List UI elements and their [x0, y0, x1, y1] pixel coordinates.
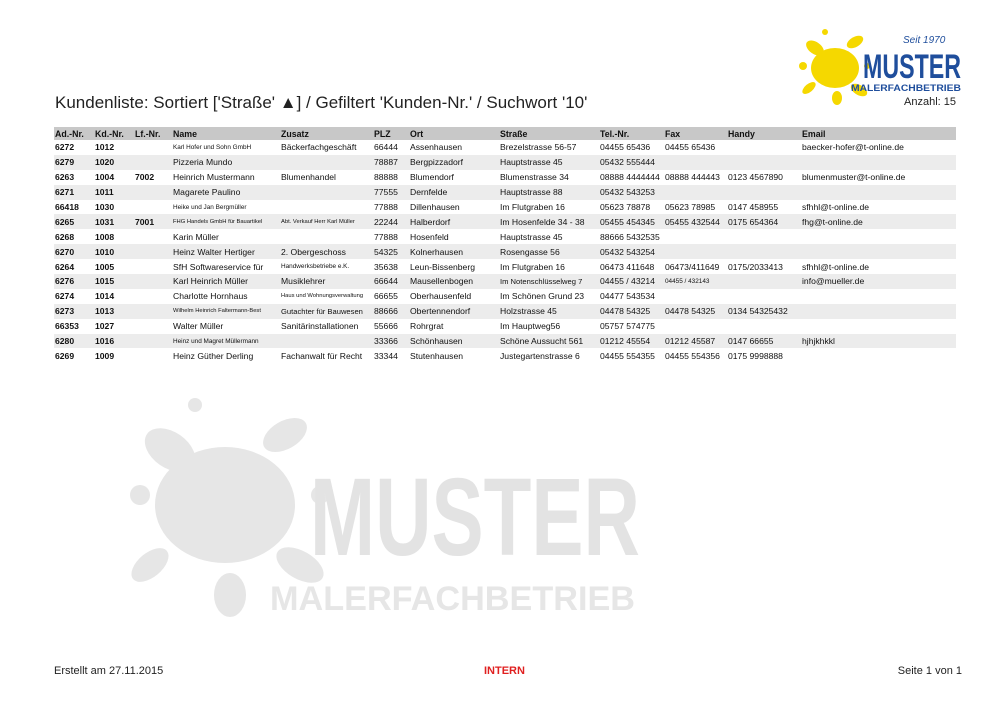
cell-ad-nr: 6264	[55, 261, 75, 272]
cell-ort: Schönhausen	[409, 334, 499, 349]
cell-email	[801, 319, 956, 334]
cell-strasse: Im Hosenfelde 34 - 38	[499, 214, 599, 229]
cell-fax	[664, 155, 727, 170]
column-header-ad-nr[interactable]: Ad.-Nr.	[54, 127, 94, 140]
cell-strasse: Hauptstrasse 45	[500, 231, 563, 242]
cell-name: Karin Müller	[173, 231, 219, 242]
cell-email: info@mueller.de	[801, 274, 956, 289]
cell-ad-nr: 6270	[54, 244, 94, 259]
cell-name: Karl Heinrich Müller	[172, 274, 280, 289]
cell-fax: 01212 45587	[664, 334, 727, 349]
table-row[interactable]	[54, 244, 956, 259]
created-date: Erstellt am 27.11.2015	[54, 665, 164, 677]
table-row[interactable]	[54, 274, 956, 289]
cell-kd-nr: 1014	[95, 291, 115, 302]
table-row[interactable]	[54, 155, 956, 170]
table-row[interactable]	[54, 334, 956, 349]
cell-plz: 33344	[374, 350, 398, 361]
cell-name: Karl Hofer und Sohn GmbH	[173, 143, 252, 151]
cell-lf-nr	[134, 348, 172, 363]
cell-ad-nr: 6272	[55, 142, 75, 153]
cell-lf-nr	[134, 185, 172, 200]
watermark-name: MUSTER	[310, 456, 640, 579]
cell-plz: 88666	[373, 304, 409, 319]
cell-handy	[727, 140, 801, 155]
cell-strasse: Holzstrasse 45	[499, 304, 599, 319]
column-header-kd-nr[interactable]: Kd.-Nr.	[94, 127, 134, 140]
cell-name: Magarete Paulino	[172, 185, 280, 200]
cell-fax	[664, 185, 727, 200]
cell-plz: 66655	[374, 291, 398, 302]
cell-email: baecker-hofer@t-online.de	[802, 142, 904, 153]
report-title: Kundenliste: Sortiert ['Straße' ▲] / Gefiltert 'Kunden-Nr.' / Suchwort '10'	[55, 93, 588, 112]
cell-tel: 01212 45554	[599, 334, 664, 349]
cell-tel: 04455 65436	[600, 142, 651, 153]
column-header-zusatz[interactable]: Zusatz	[280, 127, 373, 140]
table-row[interactable]	[54, 289, 956, 304]
cell-strasse: Blumenstrasse 34	[500, 172, 569, 183]
watermark-logo	[110, 395, 650, 635]
column-header-plz[interactable]: PLZ	[373, 127, 409, 140]
cell-fax	[664, 229, 727, 244]
customer-table	[54, 127, 956, 363]
cell-zusatz	[280, 155, 373, 170]
cell-plz: 66644	[373, 274, 409, 289]
cell-ad-nr: 6271	[54, 185, 94, 200]
cell-lf-nr	[134, 274, 172, 289]
cell-plz: 77888	[374, 202, 398, 212]
cell-ad-nr: 6269	[55, 350, 75, 361]
cell-handy	[727, 185, 801, 200]
cell-plz: 35638	[374, 261, 398, 272]
cell-fax: 04455 65436	[665, 142, 716, 153]
cell-strasse: Hauptstrasse 88	[499, 185, 599, 200]
logo-name: MUSTER	[863, 48, 961, 86]
cell-name: Heike und Jan Bergmüller	[173, 203, 247, 211]
cell-lf-nr	[134, 155, 172, 170]
logo-since: Seit 1970	[903, 35, 946, 46]
cell-zusatz: Sanitärinstallationen	[281, 321, 359, 332]
cell-kd-nr: 1004	[95, 172, 115, 183]
cell-ad-nr: 66353	[55, 321, 79, 332]
cell-handy	[727, 274, 801, 289]
cell-lf-nr	[134, 304, 172, 319]
cell-fax	[664, 319, 727, 334]
record-count: Anzahl: 15	[904, 96, 956, 108]
cell-ad-nr: 66418	[55, 202, 79, 212]
cell-email	[801, 229, 956, 244]
cell-zusatz	[280, 229, 373, 244]
column-header-name[interactable]: Name	[172, 127, 280, 140]
cell-handy: 0147 458955	[728, 202, 779, 212]
column-header-tel[interactable]: Tel.-Nr.	[599, 127, 664, 140]
cell-ort: Stutenhausen	[410, 350, 464, 361]
cell-kd-nr: 1009	[95, 350, 115, 361]
table-row[interactable]	[54, 170, 956, 185]
cell-plz: 77888	[374, 231, 398, 242]
cell-email	[801, 304, 956, 319]
cell-ort: Rohrgrat	[410, 321, 444, 332]
cell-lf-nr	[134, 140, 172, 155]
cell-fax: 05455 432544	[664, 214, 727, 229]
table-header-row	[54, 127, 956, 140]
cell-lf-nr	[134, 334, 172, 349]
cell-ort: Obertennendorf	[409, 304, 499, 319]
cell-tel: 88666 5432535	[600, 231, 660, 242]
cell-ort: Assenhausen	[410, 142, 463, 153]
cell-ort: Kolnerhausen	[409, 244, 499, 259]
cell-zusatz: Musiklehrer	[280, 274, 373, 289]
cell-name: Heinrich Mustermann	[173, 172, 255, 183]
cell-strasse: Brezelstrasse 56-57	[500, 142, 577, 153]
cell-strasse: Rosengasse 56	[499, 244, 599, 259]
cell-zusatz: Haus und Wohnungsverwaltung	[281, 293, 364, 300]
cell-handy: 0175 9998888	[728, 350, 783, 361]
cell-strasse: Justegartenstrasse 6	[500, 350, 580, 361]
cell-zusatz: Abt. Verkauf Herr Karl Müller	[280, 214, 373, 229]
cell-plz: 55666	[374, 321, 398, 332]
cell-name: FHG Handels GmbH für Bauartikel	[172, 214, 280, 229]
table-row[interactable]	[54, 348, 956, 363]
table-row[interactable]	[54, 140, 956, 155]
cell-zusatz	[280, 185, 373, 200]
cell-plz: 77555	[373, 185, 409, 200]
cell-zusatz	[280, 200, 373, 215]
cell-zusatz: Blumenhandel	[281, 172, 336, 183]
cell-zusatz: Handwerksbetriebe e.K.	[281, 263, 350, 271]
classification-label: INTERN	[484, 665, 525, 677]
cell-ad-nr: 6274	[55, 291, 75, 302]
cell-plz: 78887	[373, 155, 409, 170]
cell-tel: 06473 411648	[600, 261, 655, 272]
cell-ort: Blumendorf	[410, 172, 454, 183]
cell-ort: Halberdorf	[409, 214, 499, 229]
cell-ad-nr: 6280	[54, 334, 94, 349]
cell-ort: Oberhausenfeld	[410, 291, 472, 302]
cell-name: Pizzeria Mundo	[172, 155, 280, 170]
column-header-email[interactable]: Email	[801, 127, 956, 140]
cell-email	[801, 155, 956, 170]
cell-strasse: Im Flutgraben 16	[500, 261, 565, 272]
cell-kd-nr: 1030	[95, 202, 115, 212]
cell-handy	[727, 229, 801, 244]
cell-lf-nr	[134, 259, 172, 274]
cell-lf-nr	[134, 289, 172, 304]
cell-ort: Hosenfeld	[410, 231, 449, 242]
cell-plz: 33366	[373, 334, 409, 349]
cell-kd-nr: 1015	[94, 274, 134, 289]
cell-lf-nr	[134, 319, 172, 334]
table-row[interactable]	[54, 200, 956, 215]
cell-tel: 08888 4444444	[600, 172, 660, 183]
cell-zusatz: Bäckerfachgeschäft	[281, 142, 357, 153]
watermark-tagline: MALERFACHBETRIEB	[270, 580, 635, 618]
cell-email	[801, 185, 956, 200]
table-row[interactable]	[54, 229, 956, 244]
cell-name: Heinz und Magret Müllermann	[172, 334, 280, 349]
cell-lf-nr	[134, 244, 172, 259]
cell-lf-nr: 7002	[135, 172, 155, 183]
cell-handy: 0147 66655	[727, 334, 801, 349]
cell-handy	[727, 155, 801, 170]
cell-plz: 88888	[374, 172, 398, 183]
cell-tel: 05455 454345	[599, 214, 664, 229]
cell-name: Heinz Walter Hertiger	[172, 244, 280, 259]
cell-ad-nr: 6265	[54, 214, 94, 229]
column-header-ort[interactable]: Ort	[409, 127, 499, 140]
cell-email: sfhhl@t-online.de	[802, 261, 870, 272]
cell-fax	[664, 289, 727, 304]
cell-ad-nr: 6276	[54, 274, 94, 289]
cell-lf-nr	[134, 229, 172, 244]
cell-tel: 04455 554355	[600, 350, 655, 361]
cell-zusatz	[280, 334, 373, 349]
cell-fax	[664, 244, 727, 259]
cell-fax: 04478 54325	[664, 304, 727, 319]
cell-email	[801, 348, 956, 363]
column-header-handy[interactable]: Handy	[727, 127, 801, 140]
cell-tel: 05432 543253	[599, 185, 664, 200]
cell-name: Wilhelm Heinrich Faltermann-Best	[172, 304, 280, 319]
cell-tel: 05432 555444	[599, 155, 664, 170]
cell-kd-nr: 1011	[94, 185, 134, 200]
cell-email: hjhjkhkkl	[801, 334, 956, 349]
table-row[interactable]	[54, 185, 956, 200]
cell-handy	[727, 289, 801, 304]
cell-strasse: Im Schönen Grund 23	[500, 291, 585, 302]
cell-fax: 04455 / 432143	[664, 274, 727, 289]
cell-plz: 54325	[373, 244, 409, 259]
cell-fax: 08888 444443	[665, 172, 720, 183]
cell-tel: 04477 543534	[600, 291, 655, 302]
cell-handy: 0175/2033413	[728, 261, 783, 272]
cell-plz: 22244	[373, 214, 409, 229]
cell-handy: 0134 54325432	[727, 304, 801, 319]
column-header-fax[interactable]: Fax	[664, 127, 727, 140]
cell-strasse: Schöne Aussucht 561	[499, 334, 599, 349]
cell-kd-nr: 1016	[94, 334, 134, 349]
cell-email: fhg@t-online.de	[801, 214, 956, 229]
cell-fax: 05623 78985	[665, 202, 716, 212]
cell-name: Heinz Güther Derling	[173, 350, 254, 361]
column-header-strasse[interactable]: Straße	[499, 127, 599, 140]
cell-tel: 05623 78878	[600, 202, 651, 212]
cell-ort: Leun-Bissenberg	[410, 261, 475, 272]
cell-ort: Bergpizzadorf	[409, 155, 499, 170]
cell-zusatz: Fachanwalt für Recht	[281, 350, 363, 361]
cell-kd-nr: 1012	[95, 142, 115, 153]
column-header-lf-nr[interactable]: Lf.-Nr.	[134, 127, 172, 140]
cell-name: SfH Softwareservice für	[173, 261, 264, 272]
cell-strasse: Hauptstrasse 45	[499, 155, 599, 170]
cell-handy	[727, 319, 801, 334]
cell-ort: Dillenhausen	[410, 202, 460, 212]
cell-zusatz: 2. Obergeschoss	[280, 244, 373, 259]
table-row[interactable]	[54, 304, 956, 319]
cell-zusatz: Gutachter für Bauwesen	[280, 304, 373, 319]
cell-name: Charlotte Hornhaus	[173, 291, 248, 302]
cell-kd-nr: 1008	[95, 231, 115, 242]
cell-strasse: Im Flutgraben 16	[500, 202, 565, 212]
cell-kd-nr: 1010	[94, 244, 134, 259]
cell-lf-nr	[134, 200, 172, 215]
cell-handy: 0175 654364	[727, 214, 801, 229]
cell-ort: Dernfelde	[409, 185, 499, 200]
cell-plz: 66444	[374, 142, 398, 153]
cell-tel: 04455 / 43214	[599, 274, 664, 289]
cell-ad-nr: 6279	[54, 155, 94, 170]
cell-ad-nr: 6263	[55, 172, 75, 183]
logo-tagline: MALERFACHBETRIEB	[851, 83, 962, 94]
table-row[interactable]	[54, 214, 956, 229]
cell-lf-nr: 7001	[134, 214, 172, 229]
company-logo	[795, 28, 965, 106]
cell-email: blumenmuster@t-online.de	[802, 172, 906, 183]
cell-name: Walter Müller	[173, 321, 224, 332]
cell-ad-nr: 6268	[55, 231, 75, 242]
cell-email	[801, 289, 956, 304]
cell-tel: 05757 574775	[600, 321, 655, 332]
table-row[interactable]	[54, 319, 956, 334]
table-row[interactable]	[54, 259, 956, 274]
cell-strasse: Im Notenschlüsselweg 7	[499, 274, 599, 289]
cell-kd-nr: 1013	[94, 304, 134, 319]
cell-tel: 04478 54325	[599, 304, 664, 319]
cell-email	[801, 244, 956, 259]
cell-fax: 04455 554356	[665, 350, 720, 361]
cell-kd-nr: 1005	[95, 261, 115, 272]
cell-ad-nr: 6273	[54, 304, 94, 319]
cell-kd-nr: 1020	[94, 155, 134, 170]
cell-strasse: Im Hauptweg56	[500, 321, 561, 332]
cell-fax: 06473/411649	[665, 261, 720, 272]
cell-handy	[727, 244, 801, 259]
cell-ort: Mausellenbogen	[409, 274, 499, 289]
cell-kd-nr: 1031	[94, 214, 134, 229]
cell-handy: 0123 4567890	[728, 172, 783, 183]
cell-kd-nr: 1027	[95, 321, 115, 332]
cell-email: sfhhl@t-online.de	[802, 202, 870, 212]
page-number: Seite 1 von 1	[897, 665, 962, 677]
cell-tel: 05432 543254	[599, 244, 664, 259]
